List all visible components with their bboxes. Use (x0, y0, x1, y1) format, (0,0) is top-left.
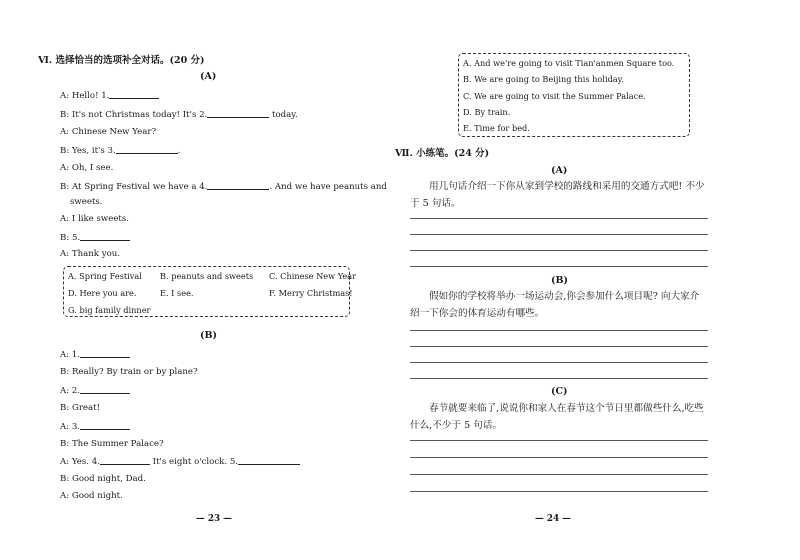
part-a-label: (A) (200, 71, 217, 82)
dialogue-line: B: Great! (60, 403, 101, 413)
section-6-heading: Ⅵ. 选择恰当的选项补全对话。(20 分) (38, 55, 205, 66)
writing-line[interactable] (410, 330, 708, 331)
page-number: — 24 — (535, 514, 571, 524)
writing-line[interactable] (410, 491, 708, 492)
option-item: C. We are going to visit the Summer Palace. (463, 91, 646, 101)
writing-line[interactable] (410, 362, 708, 363)
dialogue-line: A: Oh, I see. (60, 163, 114, 173)
writing-line[interactable] (410, 346, 708, 347)
dialogue-line: A: Thank you. (60, 249, 121, 259)
dialogue-line: B: Yes, it's 3. . (60, 146, 181, 156)
writing-b-prompt: 假如你的学校将举办一场运动会,你会参加什么项目呢? 向大家介绍一下你会的体育运动有哪些。 (410, 291, 700, 319)
dialogue-line: A: 1. (60, 349, 130, 360)
dialogue-line: A: 2. (60, 385, 130, 396)
section-7-heading: Ⅶ. 小练笔。(24 分) (395, 148, 490, 159)
writing-line[interactable] (410, 440, 708, 441)
writing-line[interactable] (410, 457, 708, 458)
writing-c-prompt: 春节就要来临了,说说你和家人在春节这个节日里都做些什么,吃些什么,不少于 5 句话。 (410, 403, 704, 431)
dialogue-line: A: Good night. (60, 491, 123, 501)
writing-a-prompt: 用几句话介绍一下你从家到学校的路线和采用的交通方式吧! 不少于 5 句话。 (410, 181, 705, 209)
dialogue-line: B: Good night, Dad. (60, 474, 146, 484)
dialogue-line: B: Really? By train or by plane? (60, 367, 198, 377)
option-item: F. Merry Christmas! (269, 288, 353, 298)
option-item: B. peanuts and sweets (160, 271, 254, 281)
writing-line[interactable] (410, 266, 708, 267)
writing-a-label: (A) (551, 165, 568, 176)
option-item: E. I see. (160, 288, 194, 298)
dialogue-line: A: Hello! 1. (60, 90, 159, 101)
dialogue-line: B: 5. (60, 232, 130, 243)
options-box-b (458, 53, 690, 137)
dialogue-line: B: At Spring Festival we have a 4. . And we have peanuts and (60, 182, 387, 192)
writing-line[interactable] (410, 474, 708, 475)
dialogue-line: A: 3. (60, 421, 130, 432)
dialogue-line: B: The Summer Palace? (60, 439, 164, 449)
option-item: A. And we're going to visit Tian'anmen Square too. (463, 58, 675, 68)
part-b-label: (B) (200, 330, 218, 341)
dialogue-line: B: It's not Christmas today! It's 2. today. (60, 110, 298, 120)
option-item: A. Spring Festival (68, 271, 142, 281)
option-item: G. big family dinner (68, 305, 151, 315)
dialogue-line: A: Yes. 4. It's eight o'clock. 5. (60, 456, 300, 467)
writing-line[interactable] (410, 250, 708, 251)
option-item: D. By train. (463, 107, 511, 117)
writing-line[interactable] (410, 378, 708, 379)
writing-c-label: (C) (551, 386, 568, 397)
dialogue-line: A: I like sweets. (60, 214, 130, 224)
option-item: C. Chinese New Year (269, 271, 357, 281)
writing-line[interactable] (410, 218, 708, 219)
option-item: E. Time for bed. (463, 123, 530, 133)
option-item: D. Here you are. (68, 288, 137, 298)
page-number: — 23 — (196, 514, 232, 524)
dialogue-line: sweets. (70, 197, 103, 207)
dialogue-line: A: Chinese New Year? (60, 127, 157, 137)
writing-b-label: (B) (551, 275, 569, 286)
writing-line[interactable] (410, 234, 708, 235)
option-item: B. We are going to Beijing this holiday. (463, 74, 624, 84)
